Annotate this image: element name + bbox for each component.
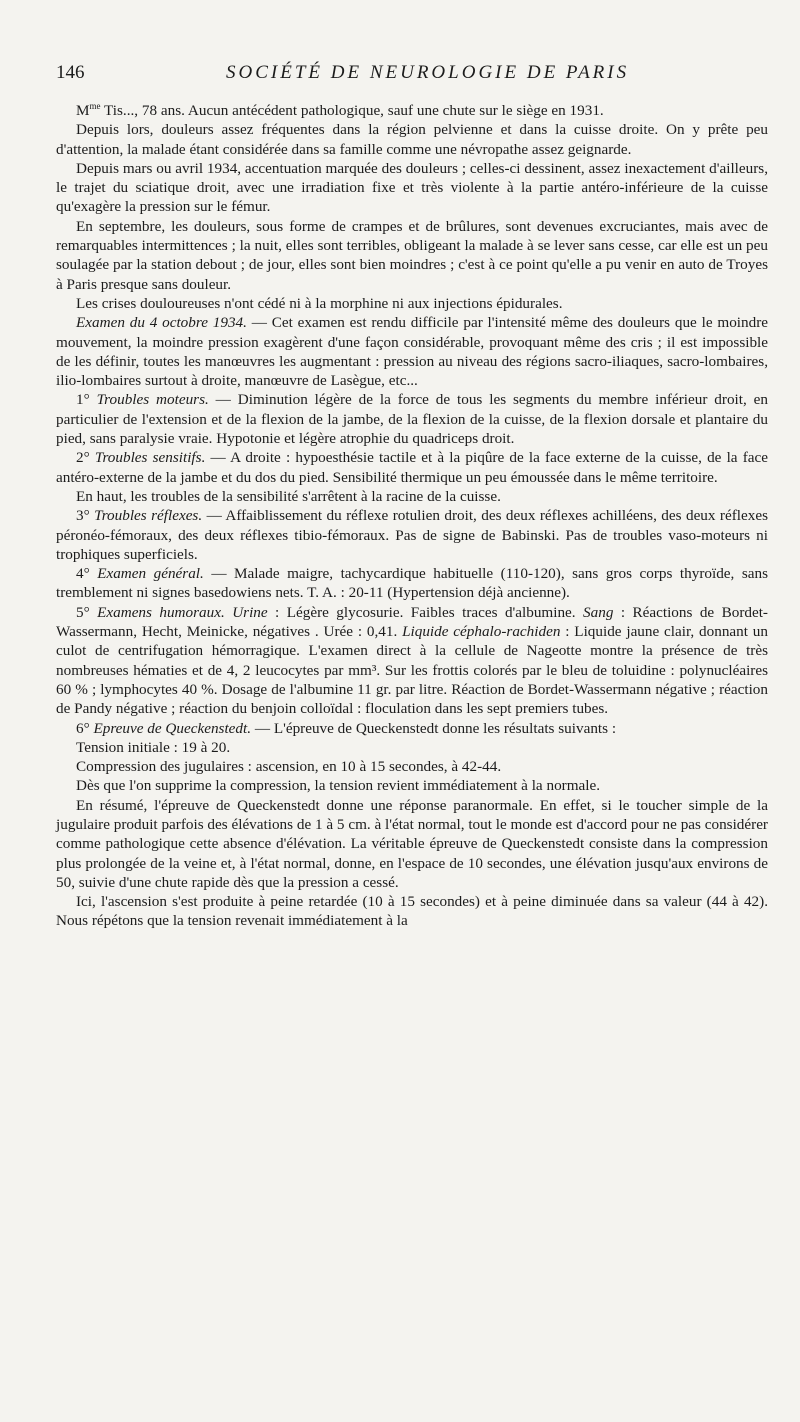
- paragraph: [56, 159, 768, 217]
- page-header: [56, 62, 768, 92]
- paragraph-text: En septembre, les douleurs, sous forme de crampes et de brûlures, sont devenues excruciantes, mais avec de remarquables intermittences ; la nuit, elles sont terribles, obligeant la malade à se lever sans cesse, car elle est un peu soulagée par la station debout ; de jour, elles sont bien moindres ; c'est à ce point qu'elle a pu venir en auto de Troyes à Paris presque sans douleur.: [56, 217, 768, 293]
- paragraph-heading: Examen général.: [97, 565, 204, 583]
- paragraph-text: : Légère glycosurie. Faibles traces d'albumine.: [267, 603, 584, 621]
- paragraph-text: Les crises douloureuses n'ont cédé ni à la morphine ni aux injections épidurales.: [76, 294, 563, 312]
- paragraph: [56, 719, 768, 738]
- paragraph-text: Tis..., 78 ans. Aucun antécédent pathologique, sauf une chute sur le siège en 1931.: [100, 102, 604, 119]
- paragraph-text: — Malade maigre, tachycardique habituelle (110-120), sans gros corps thyroïde, sans tremblement ni signes basedowiens nets. T. A. : 20-11 (Hypertension déjà ancienne).: [56, 565, 768, 602]
- paragraph-text: 5°: [76, 603, 98, 621]
- paragraph: [56, 487, 768, 506]
- paragraph: [56, 506, 768, 564]
- paragraph-text: M: [76, 102, 90, 119]
- paragraph-heading: Sang: [583, 603, 614, 621]
- paragraph: [56, 390, 768, 448]
- paragraph: [56, 564, 768, 603]
- paragraph-text: : Réactions de Bordet-Wassermann, Hecht, Meinicke, négatives . Urée : 0,41.: [56, 603, 768, 641]
- running-title: SOCIÉTÉ DE NEUROLOGIE DE PARIS: [226, 62, 630, 83]
- paragraph-heading: Liquide céphalo-rachiden: [402, 623, 561, 641]
- paragraph-text: Tension initiale : 19 à 20.: [76, 738, 231, 756]
- paragraph-text: — A droite : hypoesthésie tactile et à la piqûre de la face externe de la cuisse, de la face antéro-externe de la jambe et du dos du pied. Sensibilité thermique un peu émoussée dans le même territoire.: [56, 449, 768, 486]
- paragraph-text: En résumé, l'épreuve de Queckenstedt donne une réponse paranormale. En effet, si le toucher simple de la jugulaire produit parfois des élévations de 1 à 5 cm. à l'état normal, tout le monde est d'accord pour ne pas considérer comme pathologique cette absence d'élévation. La véritable épreuve de Queckenstedt consiste dans la compression plus prolongée de la veine et, à l'état normal, donne, en l'espace de 10 secondes, une élévation jusqu'aux environs de 50, suivie d'une chute rapide dès que la pression a cessé.: [56, 796, 768, 891]
- paragraph-text: 6°: [76, 719, 94, 737]
- paragraph-heading: Epreuve de Queckenstedt.: [93, 719, 252, 737]
- paragraph-text: 1°: [76, 391, 97, 409]
- paragraph-text: — Diminution légère de la force de tous les segments du membre inférieur droit, en particulier de l'extension et de la flexion de la jambe, de la flexion de la cuisse, de la flexion dorsale et plantaire du pied, sans paralysie vraie. Hypotonie et légère atrophie du quadriceps droit.: [56, 391, 768, 448]
- paragraph-text: Dès que l'on supprime la compression, la tension revient immédiatement à la normale.: [76, 777, 601, 795]
- paragraph: [56, 101, 768, 120]
- paragraph-text: Compression des jugulaires : ascension, en 10 à 15 secondes, à 42-44.: [76, 758, 502, 776]
- paragraph-text: — L'épreuve de Queckenstedt donne les résultats suivants :: [251, 719, 617, 737]
- paragraph-heading: Troubles réflexes.: [94, 507, 203, 525]
- paragraph: [56, 217, 768, 294]
- paragraph-text: 2°: [76, 449, 95, 467]
- paragraph-heading: Troubles moteurs.: [96, 391, 209, 409]
- paragraph: [56, 448, 768, 487]
- paragraph-text: : Liquide jaune clair, donnant un culot de centrifugation hémorragique. L'examen direct à la cellule de Nageotte montre la présence de très nombreuses hématies et de 4, 2 leucocytes par mm³. Sur les frottis colorés par le bleu de toluidine : polynucléaires 60 % ; lymphocytes 40 %. Dosage de l'albumine 11 gr. par litre. Réaction de Bordet-Wassermann négative ; réaction de Pandy négative ; réaction du benjoin colloïdal : floculation dans les sept premiers tubes.: [56, 623, 768, 718]
- paragraph: [56, 294, 768, 313]
- paragraph-heading: Examens humoraux. Urine: [97, 603, 268, 621]
- paragraph-text: Depuis lors, douleurs assez fréquentes dans la région pelvienne et dans la cuisse droite. On y prête peu d'attention, la malade étant considérée dans sa famille comme une névropathe assez geignarde.: [56, 121, 768, 158]
- paragraph: [56, 776, 768, 795]
- paragraph: [56, 120, 768, 159]
- page-number: 146: [56, 62, 85, 83]
- superscript: me: [89, 100, 101, 111]
- paragraph-text: — Affaiblissement du réflexe rotulien droit, des deux réflexes achilléens, des deux réflexes péronéo-fémoraux, des deux réflexes tibio-fémoraux. Pas de signe de Babinski. Pas de troubles vaso-moteurs ni trophiques superficiels.: [56, 507, 768, 563]
- paragraph: [56, 757, 768, 776]
- paragraph-text: 3°: [76, 507, 95, 525]
- article-body: [56, 101, 768, 931]
- paragraph-text: — Cet examen est rendu difficile par l'intensité même des douleurs que le moindre mouvement, la moindre pression exagèrent d'une façon considérable, provoquant même des cris ; il est impossible de les définir, toutes les manœuvres les augmentant : pression au niveau des régions sacro-iliaques, sacro-lombaires, ilio-lombaires surtout à droite, manœuvre de Lasègue, etc...: [56, 314, 768, 390]
- paragraph-text: 4°: [76, 565, 98, 583]
- paragraph: [56, 738, 768, 757]
- paragraph-text: Ici, l'ascension s'est produite à peine retardée (10 à 15 secondes) et à peine diminuée dans sa valeur (44 à 42). Nous répétons que la tension revenait immédiatement à la: [56, 893, 768, 930]
- paragraph: [56, 892, 768, 931]
- paragraph-heading: Examen du 4 octobre 1934.: [76, 314, 247, 332]
- paragraph: [56, 313, 768, 390]
- paragraph: [56, 796, 768, 892]
- paragraph: [56, 603, 768, 719]
- paragraph-text: Depuis mars ou avril 1934, accentuation marquée des douleurs ; celles-ci dessinent, assez inexactement d'ailleurs, le trajet du sciatique droit, avec une irradiation fixe et très violente à la partie antéro-inférieure de la cuisse qu'exagère la pression sur le fémur.: [56, 159, 768, 216]
- paragraph-heading: Troubles sensitifs.: [94, 449, 206, 467]
- paragraph-text: En haut, les troubles de la sensibilité s'arrêtent à la racine de la cuisse.: [76, 487, 501, 505]
